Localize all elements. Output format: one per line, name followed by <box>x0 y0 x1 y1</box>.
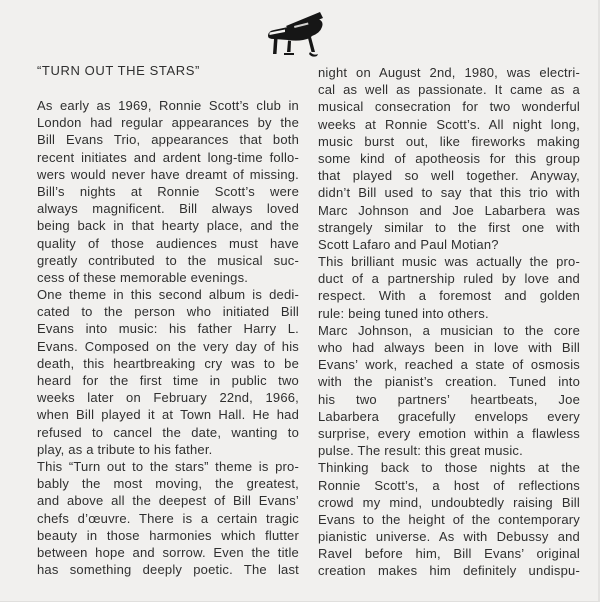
text-line: refused to cancel the date, wanting to <box>37 424 299 440</box>
text-line: surprise, every emotion within a flawless <box>318 425 580 441</box>
text-line: death, this heartbreaking cry was to be <box>37 355 299 371</box>
text-line: and above all the deepest of Bill Evans’ <box>37 493 299 509</box>
text-line: didn’t Bill used to say that this trio with <box>318 185 580 201</box>
text-line: weeks at Ronnie Scott’s. All night long, <box>318 116 580 132</box>
text-line: Evans. Composed on the very day of his <box>37 338 299 354</box>
text-line: when Bill played it at Town Hall. He had <box>37 407 299 423</box>
text-line: that played so well together. Anyway, <box>318 168 580 184</box>
text-line: quality of those audiences must have <box>37 235 299 251</box>
text-line: pianistic universe. As with Debussy and <box>318 529 580 545</box>
text-line: Ravel before him, Bill Evans’ original <box>318 546 580 562</box>
grand-piano-icon <box>264 11 326 59</box>
text-line: Evans to the height of the contemporary <box>318 511 580 527</box>
text-line: Labarbera gracefully envelops every <box>318 408 580 424</box>
text-line: respect. With a foremost and golden <box>318 288 580 304</box>
text-line: Ronnie Scott’s, a host of reflections <box>318 477 580 493</box>
text-line: strangely similar to the first one with <box>318 219 580 235</box>
text-line: play, as a tribute to his father. <box>37 441 213 457</box>
text-line: recent initiates and ardent long-time follo- <box>37 149 299 165</box>
text-line: weeks later on February 22nd, 1966, <box>37 390 299 406</box>
text-line: between hope and sorrow. Even the title <box>37 544 299 560</box>
text-line: This “Turn out to the stars” theme is pro- <box>37 458 299 474</box>
text-line: with the pianist’s creation. Tuned into <box>318 374 580 390</box>
text-line: Scott Lafaro and Paul Motian? <box>318 236 499 252</box>
text-line: creation makes him definitely undispu- <box>318 563 580 579</box>
page-title: “TURN OUT THE STARS” <box>37 63 200 78</box>
text-line: Marc Johnson, a musician to the core <box>318 322 580 338</box>
text-line: wers would never have dreamt of missing. <box>37 166 299 182</box>
text-line: greatly contributed to the musical suc- <box>37 252 299 268</box>
text-line: cess of these memorable evenings. <box>37 269 249 285</box>
text-line: bably the most moving, the greatest, <box>37 476 299 492</box>
text-line: crowd my mind, undoubtedly raising Bill <box>318 494 580 510</box>
text-line: This brilliant music was actually the pro- <box>318 254 580 270</box>
left-column <box>37 97 299 578</box>
text-line: some kind of apotheosis for this group <box>318 150 580 166</box>
text-line: Marc Johnson and Joe Labarbera was <box>318 202 580 218</box>
text-line: music burst out, like fireworks making <box>318 133 580 149</box>
text-line: his two partners’ heartbeats, Joe <box>318 391 580 407</box>
text-line: night on August 2nd, 1980, was electri- <box>318 65 580 80</box>
text-line: duct of a partnership ruled by love and <box>318 271 580 287</box>
text-line: has something deeply poetic. The last <box>37 562 299 578</box>
text-line: Evans into music: his father Harry L. <box>37 321 299 337</box>
text-line: London had regular appearances by the <box>37 115 299 131</box>
text-line: always magnificent. Bill always loved <box>37 201 299 217</box>
text-line: rule: being tuned into others. <box>318 305 489 321</box>
text-line: musical consecration for two wonderful <box>318 99 580 115</box>
text-line: cal as well as passionate. It came as a <box>318 82 580 98</box>
text-line: As early as 1969, Ronnie Scott’s club in <box>37 98 299 113</box>
text-line: beauty in those harmonies which flutter <box>37 527 299 543</box>
text-line: Evans’ work, reached a state of osmosis <box>318 357 580 373</box>
text-line: Bill’s nights at Ronnie Scott’s were <box>37 183 299 199</box>
text-line: Bill Evans Trio, appearances that both <box>37 132 299 148</box>
text-line: who had always been in love with Bill <box>318 340 580 355</box>
text-line: Thinking back to those nights at the <box>318 460 580 476</box>
text-line: heard for the first time in public two <box>37 373 299 388</box>
text-line: being back in that hearty place, and the <box>37 218 299 234</box>
text-line: One theme in this second album is dedi- <box>37 287 299 303</box>
text-line: chefs d’œuvre. There is a certain tragic <box>37 510 299 526</box>
right-column <box>318 64 580 580</box>
text-line: pulse. The result: this great music. <box>318 443 523 459</box>
text-line: cated to the person who initiated Bill <box>37 304 299 320</box>
